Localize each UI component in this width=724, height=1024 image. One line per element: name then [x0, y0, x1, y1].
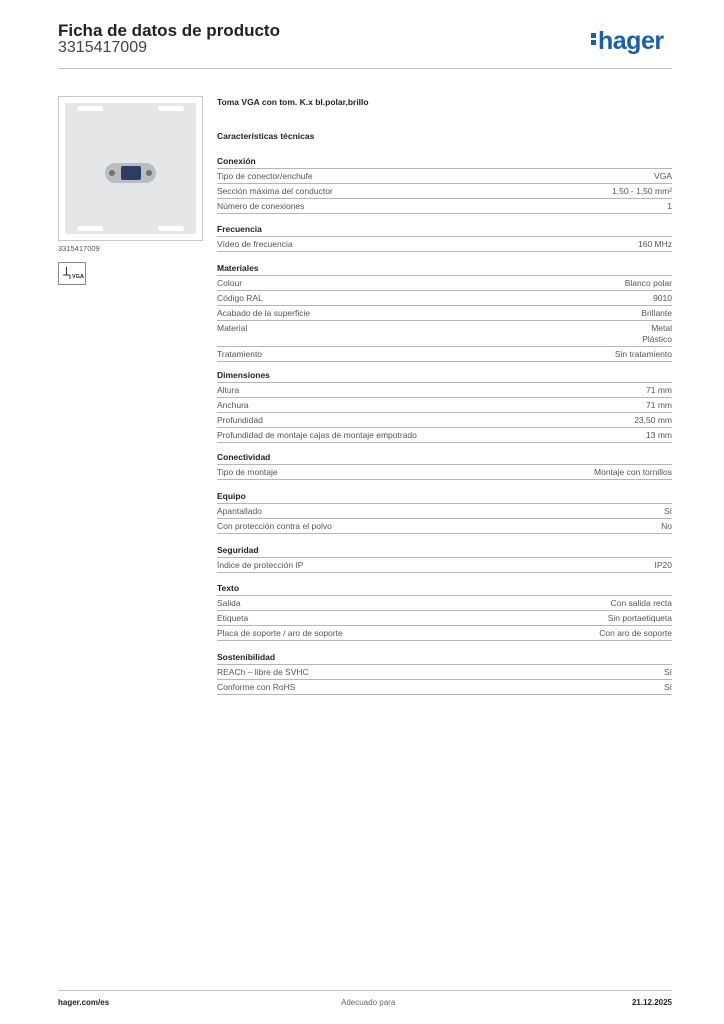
spec-value: 1	[667, 201, 672, 211]
spec-row	[217, 306, 672, 321]
spec-value: Con salida recta	[610, 598, 672, 608]
spec-value: 9010	[653, 293, 672, 303]
spec-label: Profundidad de montaje cajas de montaje empotrado	[217, 430, 417, 440]
spec-value: Sin portaetiqueta	[607, 613, 672, 623]
spec-row	[217, 276, 672, 291]
section-title: Materiales	[217, 262, 672, 276]
spec-label: Altura	[217, 385, 240, 395]
section-title: Equipo	[217, 490, 672, 504]
section-conexion	[217, 155, 672, 214]
vga-connector-icon	[105, 163, 156, 183]
section-materiales	[217, 262, 672, 362]
spec-row	[217, 465, 672, 480]
spec-value: VGA	[654, 171, 672, 181]
spec-value: Sin tratamiento	[614, 349, 672, 359]
spec-label: Acabado de la superficie	[217, 308, 311, 318]
product-reference: 3315417009	[58, 39, 147, 56]
spec-label: Apantallado	[217, 506, 262, 516]
header-divider	[58, 68, 672, 69]
spec-label: Material	[217, 323, 248, 333]
plate-tab	[77, 106, 103, 111]
specs-heading: Características técnicas	[217, 131, 315, 141]
spec-row	[217, 237, 672, 252]
spec-label: Tipo de conector/enchufe	[217, 171, 313, 181]
spec-row	[217, 665, 672, 680]
spec-value: 23,50 mm	[634, 415, 672, 425]
spec-label: Número de conexiones	[217, 201, 305, 211]
footer-divider	[58, 990, 672, 991]
plate-tab	[77, 226, 103, 231]
spec-row	[217, 558, 672, 573]
product-name: Toma VGA con tom. K.x bl.polar,brillo	[217, 97, 369, 107]
spec-row	[217, 504, 672, 519]
section-texto	[217, 582, 672, 641]
spec-value-multi	[642, 323, 672, 345]
spec-value: Brillante	[641, 308, 672, 318]
spec-label: Placa de soporte / aro de soporte	[217, 628, 343, 638]
spec-value: Plástico	[642, 334, 672, 344]
logo-dots-icon	[591, 31, 596, 47]
spec-label: Salida	[217, 598, 241, 608]
spec-value: Metal	[651, 323, 672, 333]
spec-value: 71 mm	[646, 400, 672, 410]
spec-value: 160 MHz	[637, 239, 672, 249]
spec-value: 71 mm	[646, 385, 672, 395]
spec-value: Sí	[663, 682, 672, 692]
spec-label: Tratamiento	[217, 349, 263, 359]
spec-label: Profundidad	[217, 415, 263, 425]
spec-row	[217, 383, 672, 398]
spec-row	[217, 680, 672, 695]
footer-website-link[interactable]: hager.com/es	[58, 998, 110, 1007]
spec-label: Índice de protección IP	[217, 560, 304, 570]
footer-date: 21.12.2025	[631, 998, 672, 1007]
spec-value: IP20	[654, 560, 672, 570]
section-equipo	[217, 490, 672, 534]
spec-label: Conforme con RoHS	[217, 682, 296, 692]
section-seguridad	[217, 544, 672, 573]
brand-logo	[591, 27, 664, 56]
spec-row	[217, 184, 672, 199]
spec-value: Con aro de soporte	[599, 628, 672, 638]
section-frecuencia	[217, 223, 672, 252]
image-caption: 3315417009	[58, 244, 100, 253]
spec-row	[217, 626, 672, 641]
section-title: Frecuencia	[217, 223, 672, 237]
section-title: Dimensiones	[217, 369, 672, 383]
spec-row	[217, 291, 672, 306]
spec-value: No	[661, 521, 672, 531]
section-sostenibilidad	[217, 651, 672, 695]
spec-label: Vídeo de frecuencia	[217, 239, 293, 249]
spec-label: Con protección contra el polvo	[217, 521, 332, 531]
section-title: Conectividad	[217, 451, 672, 465]
section-title: Seguridad	[217, 544, 672, 558]
spec-value: 1,50 - 1,50 mm²	[612, 186, 672, 196]
plate-tab	[158, 226, 184, 231]
section-dimensiones	[217, 369, 672, 443]
spec-row	[217, 169, 672, 184]
spec-value: Blanco polar	[624, 278, 672, 288]
spec-label: Anchura	[217, 400, 249, 410]
spec-row	[217, 596, 672, 611]
spec-value: Sí	[663, 506, 672, 516]
product-image	[58, 96, 203, 241]
section-title: Conexión	[217, 155, 672, 169]
footer-note: Adecuado para	[341, 998, 396, 1007]
spec-value: Montaje con tornillos	[594, 467, 672, 477]
spec-value: Sí	[663, 667, 672, 677]
brand-name: hager	[598, 27, 664, 55]
spec-label: Tipo de montaje	[217, 467, 278, 477]
spec-row	[217, 199, 672, 214]
spec-row	[217, 347, 672, 362]
socket-plate	[65, 103, 196, 234]
spec-label: Sección máxima del conductor	[217, 186, 333, 196]
spec-label: Código RAL	[217, 293, 263, 303]
spec-row	[217, 321, 672, 347]
section-title: Texto	[217, 582, 672, 596]
spec-label: Colour	[217, 278, 243, 288]
spec-row	[217, 611, 672, 626]
spec-label: Etiqueta	[217, 613, 249, 623]
spec-row	[217, 519, 672, 534]
vga-symbol-icon	[58, 262, 86, 285]
spec-row	[217, 413, 672, 428]
spec-row	[217, 398, 672, 413]
page-title: Ficha de datos de producto	[58, 21, 280, 40]
spec-value: 13 mm	[646, 430, 672, 440]
plate-tab	[158, 106, 184, 111]
symbol-label: VGA	[72, 274, 84, 280]
spec-label: REACh – libre de SVHC	[217, 667, 309, 677]
section-conectividad	[217, 451, 672, 480]
section-title: Sostenibilidad	[217, 651, 672, 665]
spec-row	[217, 428, 672, 443]
